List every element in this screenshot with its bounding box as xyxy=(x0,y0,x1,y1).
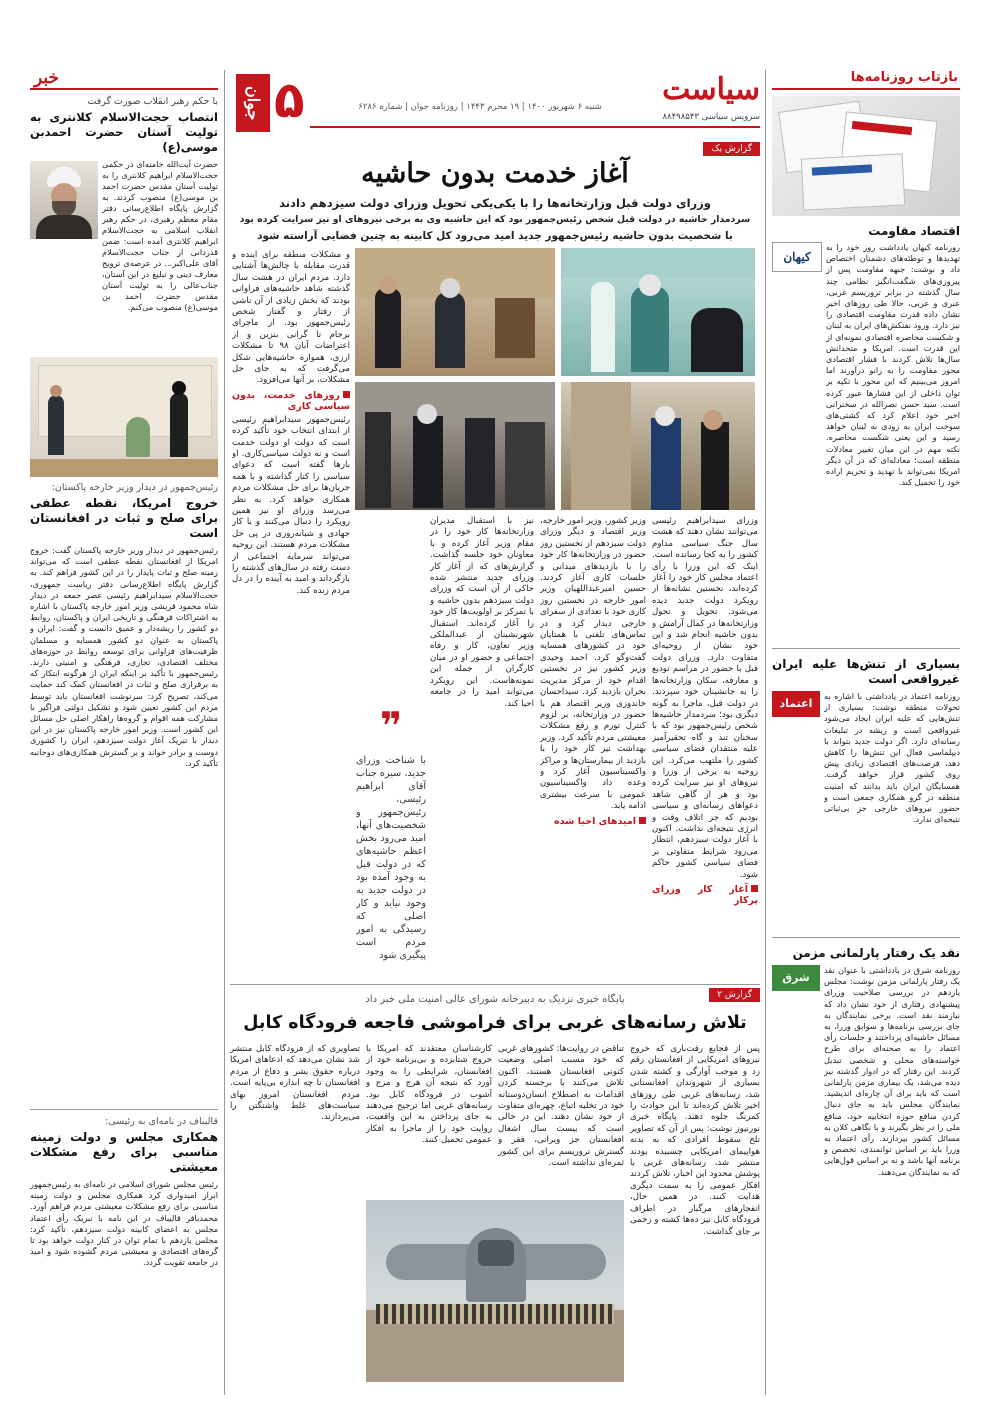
lead-col3-text: نیز با استقبال مدیران وزارتخانه‌ها کار خود را در مقام وزیر آغاز کرده و با معاونان خود جلسه گذاشت. گزارش‌های که از آغاز کار وزرای جدید منتشر شده حاکی از آن است که وزرای دولت سیزدهم بدون حاشیه و با تمرکز بر اولویت‌ها کار خود را آغاز کرده‌اند. استقبال شهرنشینان از عبدالملکی وزیر تعاون، کار و رفاه اجتماعی و حضور او در میان کارگران از جمله این نمونه‌هاست. این رویکرد می‌تواند امید را در جامعه احیا کند. xyxy=(430,516,534,709)
pakistan-body: رئیس‌جمهور در دیدار وزیر خارجه پاکستان گفت: خروج امریکا از افغانستان نقطه عطفی است که می‌تواند زمینه صلح و ثبات پایدار را در این کشور فراهم کند. به گزارش پایگاه اطلاع‌رسانی دفتر ریاست جمهوری، حجت‌الاسلام سیدابراهیم رئیسی عصر جمعه در دیدار شاه محمود قریشی وزیر امور خارجه پاکستان با اشاره به اشتراکات فرهنگی و تاریخی ایران و پاکستان، روابط دو کشور را ریشه‌دار و عمیق دانست و گفت: ایران و پاکستان به عنوان دو کشور همسایه و مسلمان ظرفیت‌های فراوانی برای توسعه روابط در حوزه‌های مختلف اقتصادی، تجاری، فرهنگی و امنیتی دارند. رئیس‌جمهور با تأکید بر اینکه ایران از هرگونه ابتکار که به برقراری صلح و ثبات در افغانستان کمک کند حمایت می‌کند، تصریح کرد: سرنوشت افغانستان باید توسط مردم این کشور تعیین شود و تشکیل دولتی فراگیر با مشارکت همه اقوام و گروه‌ها راهکار اصلی حل مسائل این کشور است. وزیر امور خارجه پاکستان نیز در این دیدار با تبریک آغاز دولت سیزدهم، ایران را کشوری دوست و برادر خواند و بر گسترش همکاری‌های دوجانبه تأکید کرد. xyxy=(30,545,218,768)
qalibaf-kicker: قالیباف در نامه‌ای به رئیسی: xyxy=(105,1116,218,1127)
lead-col-b xyxy=(540,516,646,978)
press-review-header xyxy=(772,70,960,90)
etemad-logo xyxy=(772,691,820,717)
etemad-body: روزنامه اعتماد در یادداشتی با اشاره به تحولات منطقه نوشت: بسیاری از تنش‌هایی که علیه ایران ایجاد می‌شود غیرواقعی است و ریشه در تبلیغات رسانه‌ای دارد. اگر دولت جدید بتواند با دیپلماسی فعال این تنش‌ها را کاهش دهد، فرصت‌های اقتصادی زیادی پیش روی کشور قرار خواهد گرفت. همسایگان ایران باید بدانند که امنیت منطقه در گرو همکاری جمعی است و حضور نیروهای خارجی جز بی‌ثباتی نتیجه‌ای ندارد. xyxy=(824,691,960,825)
kayhan-logo xyxy=(772,242,822,272)
lead-col5-text: رئیس‌جمهور سیدابراهیم رئیسی از ابتدای انتخاب خود تأکید کرده است که دولت او دولت خدمت است و نه دولت سیاسی‌کاری. او بارها گفته است که دعوای سیاسی را کنار گذاشته و با همه جریان‌ها برای حل مشکلات مردم همکاری خواهد کرد. به نظر می‌رسد وزرای او نیز همین رویکرد را دنبال می‌کنند و با کار جهادی و شبانه‌روزی در پی حل مشکلات مردم هستند. این روحیه می‌تواند سرمایه اجتماعی از دست رفته در سال‌های گذشته را بازگرداند و امید به آینده را در دل مردم زنده کند. xyxy=(232,414,350,596)
shargh-title: نقد یک رفتار پارلمانی مزمن xyxy=(792,946,960,960)
logo-text: جوان xyxy=(244,85,263,121)
lead-title: آغاز خدمت بدون حاشیه xyxy=(361,158,629,189)
issue-info: شنبه ۶ شهریور ۱۴۰۰ | ۱۹ محرم ۱۴۴۳ | روزنامه جوان | شماره ۶۲۸۶ xyxy=(358,102,602,112)
lead-sub3: با شخصیت بدون حاشیه رئیس‌جمهور جدید امید می‌رود کل کابینه به چنین فضایی آراسته شود xyxy=(257,230,733,242)
report1-kicker xyxy=(703,142,760,156)
page-number: ۵ xyxy=(274,71,305,129)
kabul-airport-plane-image xyxy=(366,1200,624,1382)
lead-col1-text: وزرای سیدابراهیم رئیسی می‌توانند نشان دهند که هشت سال جنگ سیاسی مداوم کشور را به کجا رسانده است. اینک که این وزرا با رأی اعتماد مجلس کار خود را آغاز کرده‌اند، نخستین نشانه‌ها از رویکرد دولت جدید دیده می‌شود. تحویل و تحول وزارتخانه‌ها در کمال آرامش و بدون حاشیه انجام شد و این خود نشان از روحیه‌ای متفاوت دارد. وزرای دولت قبل با حضور در مراسم تودیع و معارفه، سکان وزارتخانه‌ها را به جانشینان خود سپردند. در دولت قبل، ماجرا به گونه دیگری بود؛ سردمدار حاشیه‌ها شخص رئیس‌جمهور بود که با سخنان تند و گاه تحقیرآمیز علیه منتقدان فضای سیاسی کشور را ملتهب می‌کرد. این روحیه به برخی از وزرا و نیروهای او نیز سرایت کرده بود و هر از گاهی شاهد دعواهای رسانه‌ای و سیاسی بودیم که جز اتلاف وقت و انرژی نتیجه‌ای نداشت. اکنون با آغاز دولت سیزدهم، انتظار می‌رود شرایط متفاوتی بر فضای سیاسی کشور حاکم شود. xyxy=(652,516,758,880)
report2 xyxy=(230,988,760,1388)
lead-bottom-rule xyxy=(230,984,760,985)
left-column-header xyxy=(30,70,218,90)
kayhan-title: اقتصاد مقاومت xyxy=(868,224,960,238)
lead-sub1: وزرای دولت قبل وزارتخانه‌ها را با یکی‌یکی تحویل وزرای دولت سیزدهم دادند xyxy=(279,196,711,210)
report2-col3: کارشناسان معتقدند که امریکا با خروج شتابزده و بی‌برنامه خود از افغانستان، شرایطی را به وجود آورد که نتیجه آن هرج و مرج و آشوب در فرودگاه کابل بود. رسانه‌های غربی اما ترجیح می‌دهند به جای پرداختن به این واقعیت، روایت خود را از ماجرا به افکار عمومی تحمیل کنند. xyxy=(366,1044,492,1146)
lead-sub2: سردمدار حاشیه در دولت قبل شخص رئیس‌جمهور بود که این حاشیه وی به برخی نیروهای او نیز سرایت کرده بود xyxy=(239,214,751,225)
photo-foreign-ministry xyxy=(355,382,555,510)
quote-mark-icon: ❞ xyxy=(379,704,403,748)
kayhan-body: روزنامه کیهان یادداشت روز خود را به تهدیدها و توطئه‌های دشمنان اختصاص داد و نوشت: جبهه مقاومت پس از پیروزی‌های شگفت‌انگیز نظامی چند سال گذشته در برابر تروریسم غربی، عبری و عربی، حالا طی روزهای اخیر نشان داده قدرت مقاومت اقتصادی را نیز دارد. ورود نفتکش‌های ایران به لبنان و شکست محاصره اقتصادی نمونه‌ای از این قدرت است. امریکا و متحدانش سال‌ها تلاش کردند با فشار اقتصادی محور مقاومت را به زانو درآورند اما امروز می‌بینیم که این محور با تکیه بر توان داخلی از این فشارها عبور کرده است. سید حسن نصرالله در سخنرانی اخیر خود اعلام کرد که کشتی‌های سوخت ایران به زودی به لبنان خواهد رسید و این یعنی شکست محاصره. نکته مهم در این میان تغییر معادلات منطقه است؛ معادله‌ای که در آن دیگر امریکا نمی‌تواند با تهدید و تحریم اراده خود را تحمیل کند. xyxy=(826,242,960,488)
photo-ministry-hall xyxy=(561,382,755,510)
service-line: سرویس سیاسی ۸۸۴۹۸۵۴۳ xyxy=(662,112,760,122)
qalibaf-body: رئیس مجلس شورای اسلامی در نامه‌ای به رئیس‌جمهور ابراز امیدواری کرد همکاری مجلس و دولت زمینه مناسبی برای رفع مشکلات معیشتی مردم فراهم آورد. محمدباقر قالیباف در این نامه با تبریک رأی اعتماد مجلس به اعضای کابینه دولت سیزدهم، تأکید کرد: مجلس یازدهم با تمام توان در کنار دولت خواهد بود تا گره‌های اقتصادی و معیشتی مردم گشوده شود و امید در جامعه تقویت گردد. xyxy=(30,1179,218,1268)
qalibaf-title: همکاری مجلس و دولت زمینه مناسبی برای رفع مشکلات معیشتی xyxy=(30,1130,218,1174)
etemad-title: بسیاری از تنش‌ها علیه ایران غیرواقعی است xyxy=(772,657,960,686)
javan-logo xyxy=(236,74,270,132)
header-rule xyxy=(310,126,760,128)
lead-col-left xyxy=(232,250,350,980)
report2-col4: تصاویری که از فرودگاه کابل منتشر شد نشان می‌دهد که ادعاهای امریکا درباره حقوق بشر و دفاع از مردم افغانستان تا چه اندازه بی‌پایه است. مردم افغانستان امروز بهای سیاست‌های غلط واشنگتن را می‌پردازند. xyxy=(230,1044,360,1123)
lead-col-c xyxy=(430,516,534,978)
left-column xyxy=(30,70,218,1395)
pull-quote xyxy=(356,516,426,978)
pakistan-title: خروج امریکا، نقطه عطفی برای صلح و ثبات در افغانستان است xyxy=(30,496,218,540)
subhead-ministers xyxy=(652,884,758,907)
cleric-portrait-image xyxy=(30,161,98,239)
newspapers-stack-image xyxy=(772,96,960,216)
press-review-label: بازتاب روزنامه‌ها xyxy=(850,70,958,85)
appointment-title: انتصاب حجت‌الاسلام کلانتری به تولیت آستان حضرت احمدبن موسی(ع) xyxy=(30,110,218,154)
report2-title: تلاش رسانه‌های غربی برای فراموشی فاجعه فرودگاه کابل xyxy=(243,1013,747,1033)
photo-hospital-visit xyxy=(561,248,755,376)
shargh-logo-text: شرق xyxy=(782,971,810,984)
right-column-divider xyxy=(765,70,766,1395)
page-header xyxy=(230,70,760,138)
photo-grid xyxy=(355,248,755,510)
news-header-label: خبر xyxy=(34,68,60,88)
appointment-body: حضرت آیت‌الله خامنه‌ای در حکمی حجت‌الاسلام ابراهیم کلانتری را به تولیت آستان مقدس حضرت احمد بن موسی(ع) منصوب کردند. به گزارش پایگاه اطلاع‌رسانی دفتر مقام معظم رهبری، در حکم رهبر انقلاب اسلامی به حجت‌الاسلام ابراهیم کلانتری آمده است: ضمن قدردانی از جناب حجت‌الاسلام آقای علی‌اکبر... در عرصه‌ی ترویج معارف دینی و تبلیغ در این آستان، جناب‌عالی را به تولیت آستان مقدس حضرت احمد بن موسی(ع) منصوب می‌کنم. xyxy=(102,159,218,312)
left-divider xyxy=(30,1109,218,1110)
president-caption: رئیس‌جمهور در دیدار وزیر خارجه پاکستان: xyxy=(51,482,218,493)
subhead-service-text: روزهای خدمت، بدون سیاسی کاری xyxy=(232,389,350,413)
shargh-body: روزنامه شرق در یادداشتی با عنوان نقد یک رفتار پارلمانی مزمن نوشت: مجلس یازدهم در بررسی صلاحیت وزرای پیشنهادی رفتاری از خود نشان داد که نیازمند نقد است. برخی نمایندگان به جای بررسی برنامه‌ها و سوابق وزرا، به مسائل حاشیه‌ای پرداختند و جلسات رأی اعتماد را به صحنه‌ای برای طرح خواسته‌های محلی و شخصی تبدیل کردند. این رفتار که در ادوار گذشته نیز دیده می‌شد، یک بیماری مزمن پارلمانی است که باید برای آن چاره‌ای اندیشید. نمایندگان مجلس باید به جای دنبال کردن منافع حوزه انتخابیه خود، منافع ملی را در نظر بگیرند و با نگاهی کلان به مسائل کشور بپردازند. رأی اعتماد به وزرا باید بر اساس توانمندی، تخصص و برنامه آنها باشد و نه بر اساس قول‌هایی که به نمایندگان می‌دهند. xyxy=(824,965,960,1177)
right-divider-2 xyxy=(772,937,960,938)
report2-col2: تناقض در روایت‌ها: کشورهای غربی که خود مسبب اصلی وضعیت کنونی افغانستان هستند، اکنون تلاش می‌کنند با برجسته کردن اقدامات به اصطلاح انسان‌دوستانه خود در تخلیه اتباع، چهره‌ای متفاوت از خود نشان دهند. این در حالی است که بیست سال اشغال افغانستان جز ویرانی، فقر و گسترش تروریسم برای این کشور ثمره‌ای نداشته است. xyxy=(498,1044,624,1169)
right-divider-1 xyxy=(772,648,960,649)
subhead-ministers-text: آغاز کار وزرای پرکار xyxy=(652,884,758,907)
subhead-hopes-text: امیدهای احیا شده xyxy=(554,815,636,827)
subhead-hopes xyxy=(540,816,646,827)
report1-kicker-text: گزارش یک xyxy=(711,144,752,154)
lead-col-a xyxy=(652,516,758,978)
etemad-logo-text: اعتماد xyxy=(779,697,813,710)
lead-col2-text: وزیر کشور، وزیر امور خارجه، وزیر اقتصاد و دیگر وزرای دولت سیزدهم از نخستین روز حضور در وزارتخانه‌ها کار خود را با بازدیدهای میدانی و جلسات کاری آغاز کردند. حسین امیرعبداللهیان وزیر امور خارجه در نخستین روز کاری خود با تعدادی از سفرای خارجی دیدار کرد و در تماس‌های تلفنی با همتایان خود در کشورهای همسایه گفت‌وگو کرد. احمد وحیدی وزیر کشور نیز در نخستین اقدام خود از مرکز مدیریت بحران بازدید کرد. سیداحسان خاندوزی وزیر اقتصاد هم با حضور در وزارتخانه، بر لزوم کنترل تورم و رفع مشکلات معیشتی مردم تأکید کرد. وزیر بهداشت نیز کار خود را با بازدید از بیمارستان‌ها و مراکز واکسیناسیون آغاز کرد و وعده داد واکسیناسیون عمومی با سرعت بیشتری ادامه یابد. xyxy=(540,516,646,812)
subhead-service xyxy=(232,390,350,413)
section-title: سیاست xyxy=(662,72,760,107)
report2-kicker-text: گزارش ۲ xyxy=(717,990,752,1000)
photo-minister-office xyxy=(355,248,555,376)
appointment-kicker: با حکم رهبر انقلاب صورت گرفت xyxy=(87,96,218,107)
right-column xyxy=(772,70,960,1395)
report2-kicker2: پایگاه خبری نزدیک به دبیرخانه شورای عالی امنیت ملی خبر داد xyxy=(365,994,625,1005)
left-column-divider xyxy=(224,70,225,1395)
pull-quote-text: با شناخت وزرای جدید، سیره جناب آقای ابراهیم رئیسی، رئیس‌جمهور و شخصیت‌های آنها، امید می‌رود بخش اعظم حاشیه‌های که در دولت قبل به وجود آمده بود در دولت جدید به وجود نیاید و کار اصلی که رسیدگی به امور مردم است پیگیری شود xyxy=(356,755,426,961)
appointment-block xyxy=(30,159,218,329)
lead-col4-text: و مشکلات منطقه برای آینده و قدرت مقابله با چالش‌ها آشنایی دارد. مردم ایران در هشت سال گذشته شاهد حاشیه‌های فراوانی بودند که بخش زیادی از آن ناشی از رفتار و گفتار شخص رئیس‌جمهور بود. از ماجرای برجام تا گرانی بنزین و از اعتراضات آبان ۹۸ تا مشکلات ارزی، همواره حاشیه‌هایی شکل می‌گرفت که به جای حل مشکلات، بر آنها می‌افزود. xyxy=(232,250,350,386)
kayhan-logo-text: کیهان xyxy=(783,250,811,264)
shargh-logo xyxy=(772,965,820,991)
report2-col1: پس از فجایع رقت‌باری که خروج نیروهای امریکایی از افغانستان رقم زد و موجب آوارگی و کشته شدن بسیاری از شهروندان افغانستانی شد، رسانه‌های غربی طی روزهای اخیر تلاش کرده‌اند تا این حوادث را کمرنگ جلوه دهند. پایگاه خبری نورنیوز نوشت: پس از آن که تصاویر تلخ سقوط افرادی که به بدنه هواپیمای امریکایی چسبیده بودند منتشر شد، رسانه‌های غربی با پوشش محدود این اخبار، تلاش کردند افکار عمومی را به سمت دیگری هدایت کنند. در همین حال، انفجارهای مرگبار در اطراف فرودگاه کابل نیز ده‌ها کشته و زخمی بر جای گذاشت. xyxy=(630,1044,760,1237)
president-meeting-image xyxy=(30,357,218,477)
